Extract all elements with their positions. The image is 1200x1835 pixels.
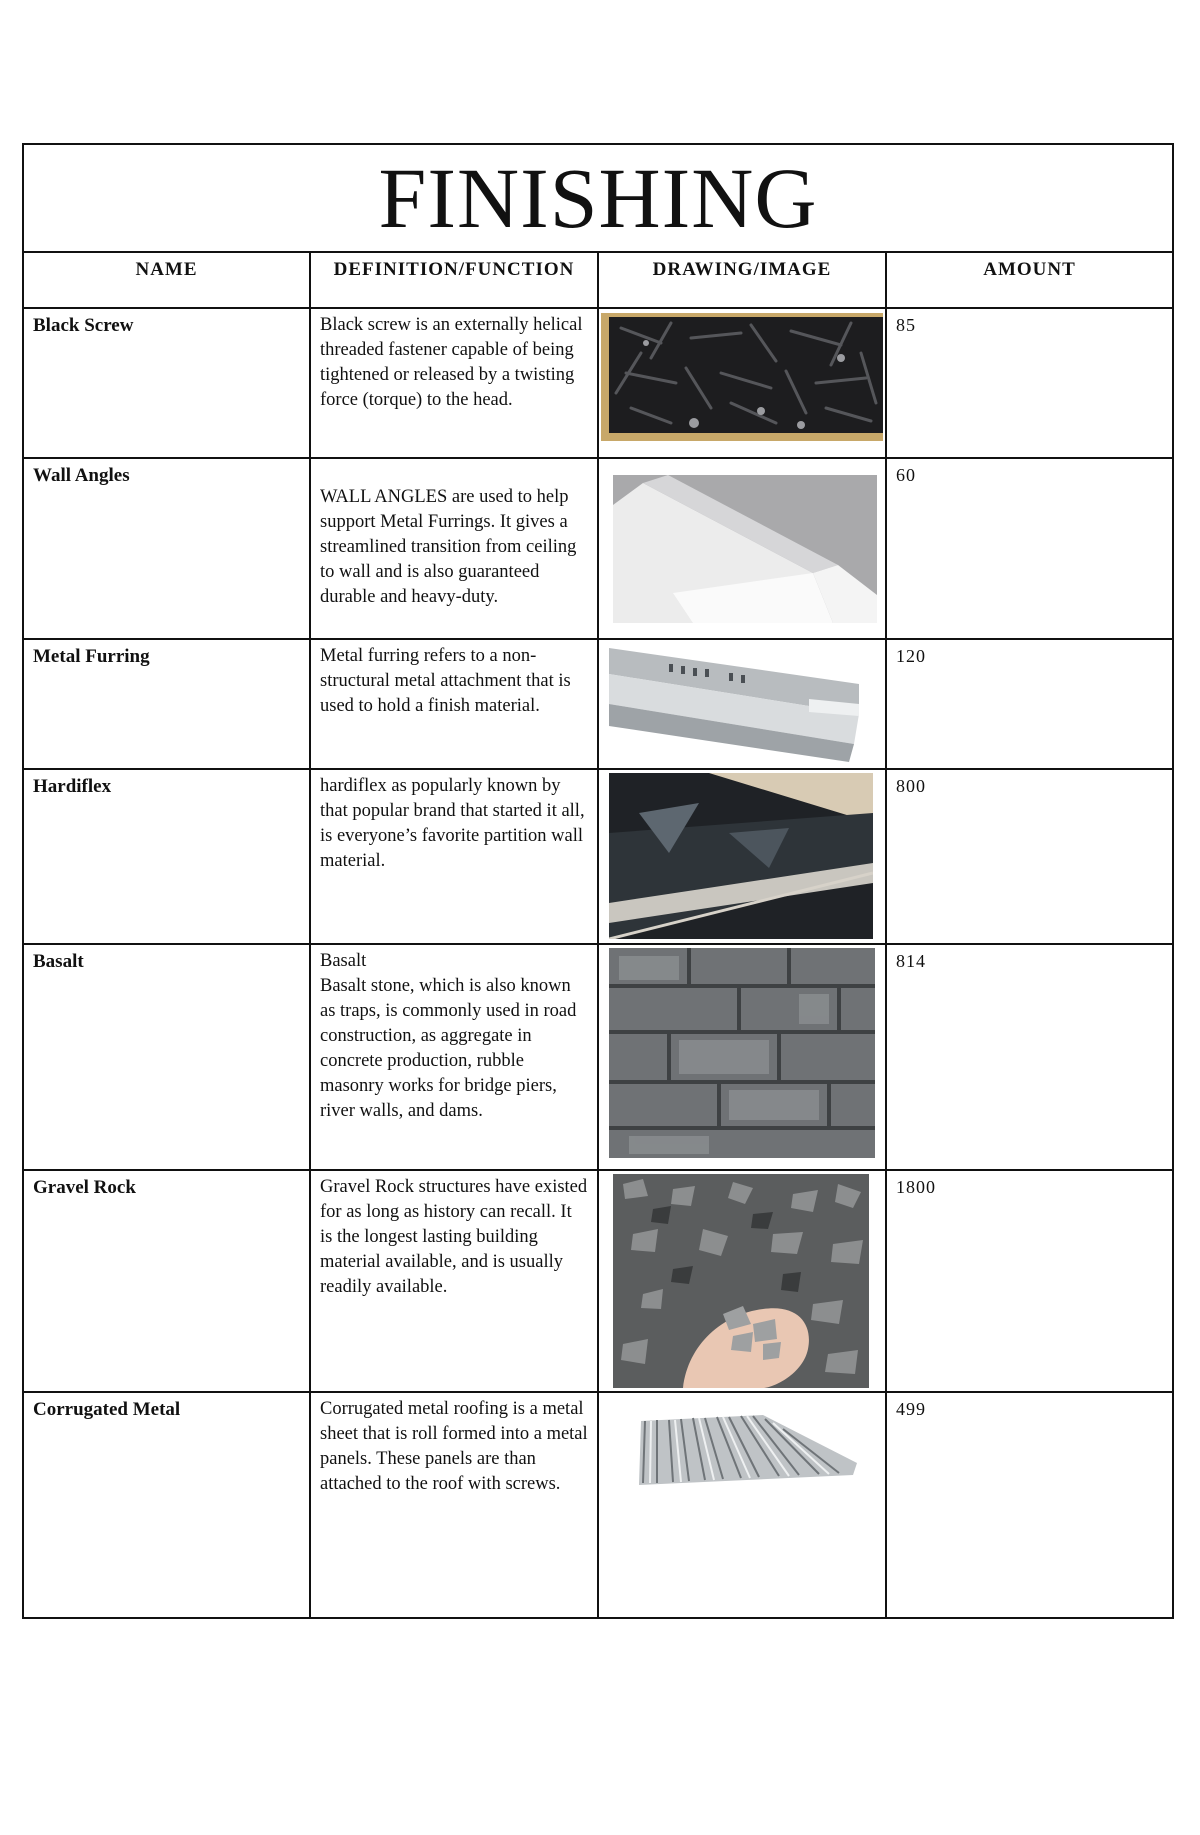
table-row — [23, 769, 1173, 944]
item-definition: WALL ANGLES are used to help support Metal Furrings. It gives a streamlined transition from ceiling to wall and is also guaranteed durable and heavy-duty. — [310, 458, 598, 639]
item-amount: 120 — [886, 639, 1173, 769]
hardiflex-board-photo — [609, 773, 873, 939]
item-definition: Gravel Rock structures have existed for as long as history can recall. It is the longest lasting building material available, and is usually readily available. — [310, 1170, 598, 1392]
table-row — [23, 308, 1173, 458]
item-image-cell — [598, 308, 886, 458]
gravel-rock-photo — [613, 1174, 869, 1388]
item-definition-title: Basalt — [320, 951, 367, 971]
finishing-document — [22, 143, 1172, 1619]
item-image-cell — [598, 639, 886, 769]
corrugated-metal-photo — [633, 1413, 857, 1493]
item-image-cell — [598, 769, 886, 944]
item-definition: Corrugated metal roofing is a metal sheet that is roll formed into a metal panels. These panels are than attached to the roof with screws. — [310, 1392, 598, 1618]
header-name: NAME — [23, 252, 310, 308]
table-row — [23, 1170, 1173, 1392]
item-image-cell — [598, 944, 886, 1170]
item-amount: 814 — [886, 944, 1173, 1170]
header-amount: AMOUNT — [886, 252, 1173, 308]
table-row — [23, 639, 1173, 769]
item-name: Metal Furring — [23, 639, 310, 769]
header-definition: DEFINITION/FUNCTION — [310, 252, 598, 308]
black-screws-photo — [601, 313, 883, 441]
item-amount: 800 — [886, 769, 1173, 944]
item-name: Wall Angles — [23, 458, 310, 639]
item-name: Basalt — [23, 944, 310, 1170]
item-name: Gravel Rock — [23, 1170, 310, 1392]
item-amount: 85 — [886, 308, 1173, 458]
finishing-table — [22, 143, 1174, 1619]
basalt-stone-photo — [609, 948, 875, 1158]
header-row — [23, 252, 1173, 308]
wall-angle-photo — [613, 475, 877, 623]
table-row — [23, 944, 1173, 1170]
metal-furring-photo — [609, 644, 859, 764]
table-row — [23, 1392, 1173, 1618]
item-name: Black Screw — [23, 308, 310, 458]
item-amount: 1800 — [886, 1170, 1173, 1392]
item-definition: hardiflex as popularly known by that popular brand that started it all, is everyone’s favorite partition wall material. — [310, 769, 598, 944]
item-definition: Basalt stone, which is also known as traps, is commonly used in road construction, as aggregate in concrete production, rubble masonry works for bridge piers, river walls, and dams. — [320, 976, 577, 1121]
item-image-cell — [598, 458, 886, 639]
table-row — [23, 458, 1173, 639]
item-definition: Metal furring refers to a non-structural metal attachment that is used to hold a finish material. — [310, 639, 598, 769]
item-definition: Black screw is an externally helical threaded fastener capable of being tightened or released by a twisting force (torque) to the head. — [310, 308, 598, 458]
title-cell — [23, 144, 1173, 252]
item-image-cell — [598, 1170, 886, 1392]
item-image-cell — [598, 1392, 886, 1618]
header-image: DRAWING/IMAGE — [598, 252, 886, 308]
item-amount: 499 — [886, 1392, 1173, 1618]
item-name: Hardiflex — [23, 769, 310, 944]
item-amount: 60 — [886, 458, 1173, 639]
item-name: Corrugated Metal — [23, 1392, 310, 1618]
item-definition-cell — [310, 944, 598, 1170]
page-title: FINISHING — [378, 150, 818, 246]
